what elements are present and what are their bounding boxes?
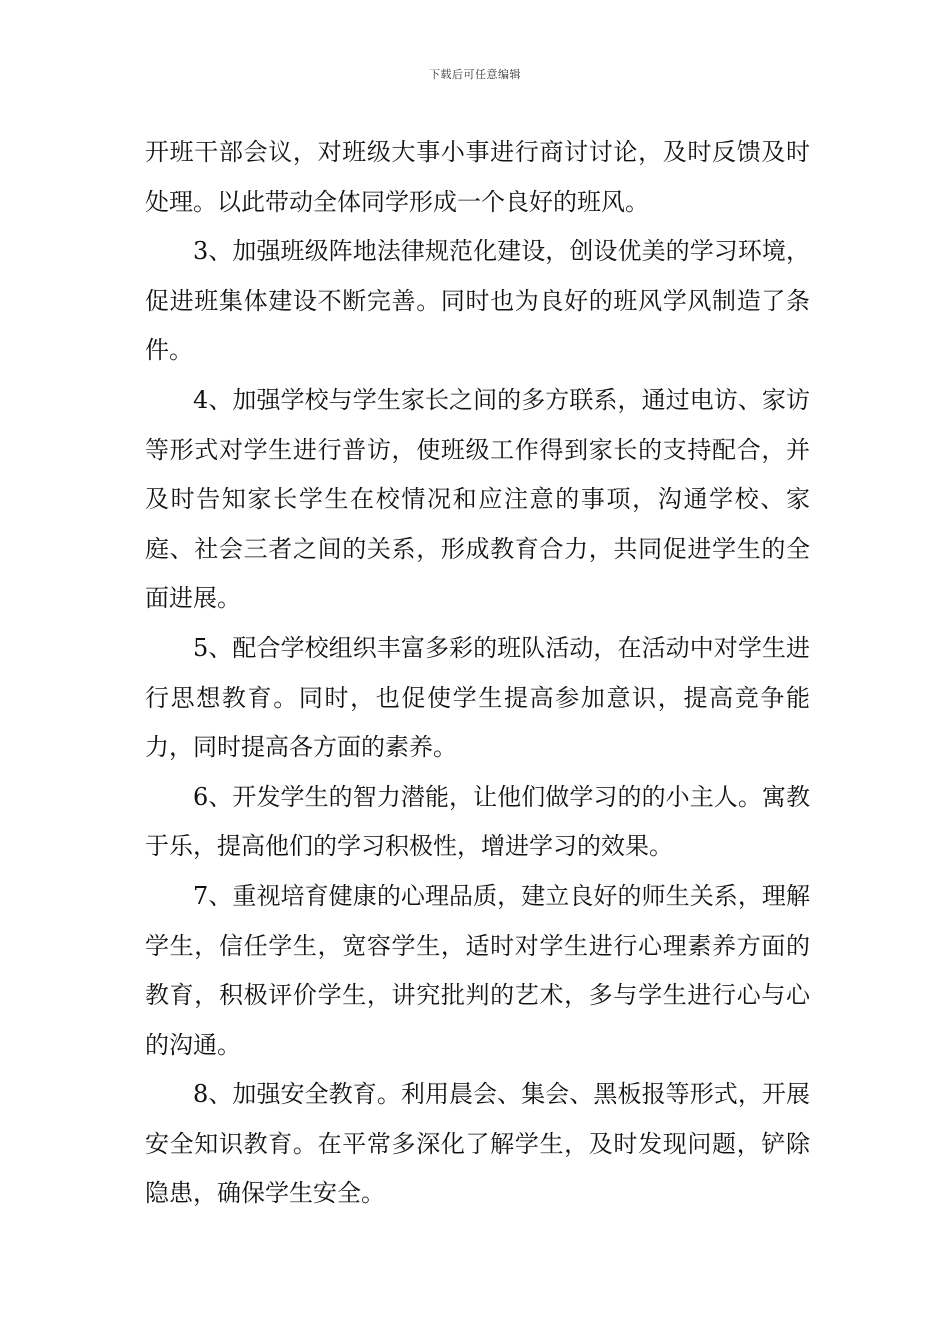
document-body [145,128,810,1219]
paragraph-item-3: 3、加强班级阵地法律规范化建设，创设优美的学习环境，促进班集体建设不断完善。同时也为良好的班风学风制造了条件。 [145,237,810,365]
paragraph-item-8: 8、加强安全教育。利用晨会、集会、黑板报等形式，开展安全知识教育。在平常多深化了解学生，及时发现问题，铲除隐患，确保学生安全。 [145,1080,810,1208]
paragraph-item-7: 7、重视培育健康的心理品质，建立良好的师生关系，理解学生，信任学生，宽容学生，适时对学生进行心理素养方面的教育，积极评价学生，讲究批判的艺术，多与学生进行心与心的沟通。 [145,881,810,1059]
paragraph-item-4: 4、加强学校与学生家长之间的多方联系，通过电访、家访等形式对学生进行普访，使班级工作得到家长的支持配合，并及时告知家长学生在校情况和应注意的事项，沟通学校、家庭、社会三者之间的关系，形成教育合力，共同促进学生的全面进展。 [145,385,810,613]
page-header: 下载后可任意编辑 [429,68,521,81]
paragraph-item-6: 6、开发学生的智力潜能，让他们做学习的的小主人。寓教于乐，提高他们的学习积极性，增进学习的效果。 [145,782,810,861]
paragraph-continuation: 开班干部会议，对班级大事小事进行商讨讨论，及时反馈及时处理。以此带动全体同学形成一个良好的班风。 [145,138,810,216]
paragraph-item-5: 5、配合学校组织丰富多彩的班队活动，在活动中对学生进行思想教育。同时，也促使学生提高参加意识，提高竞争能力，同时提高各方面的素养。 [145,633,810,762]
